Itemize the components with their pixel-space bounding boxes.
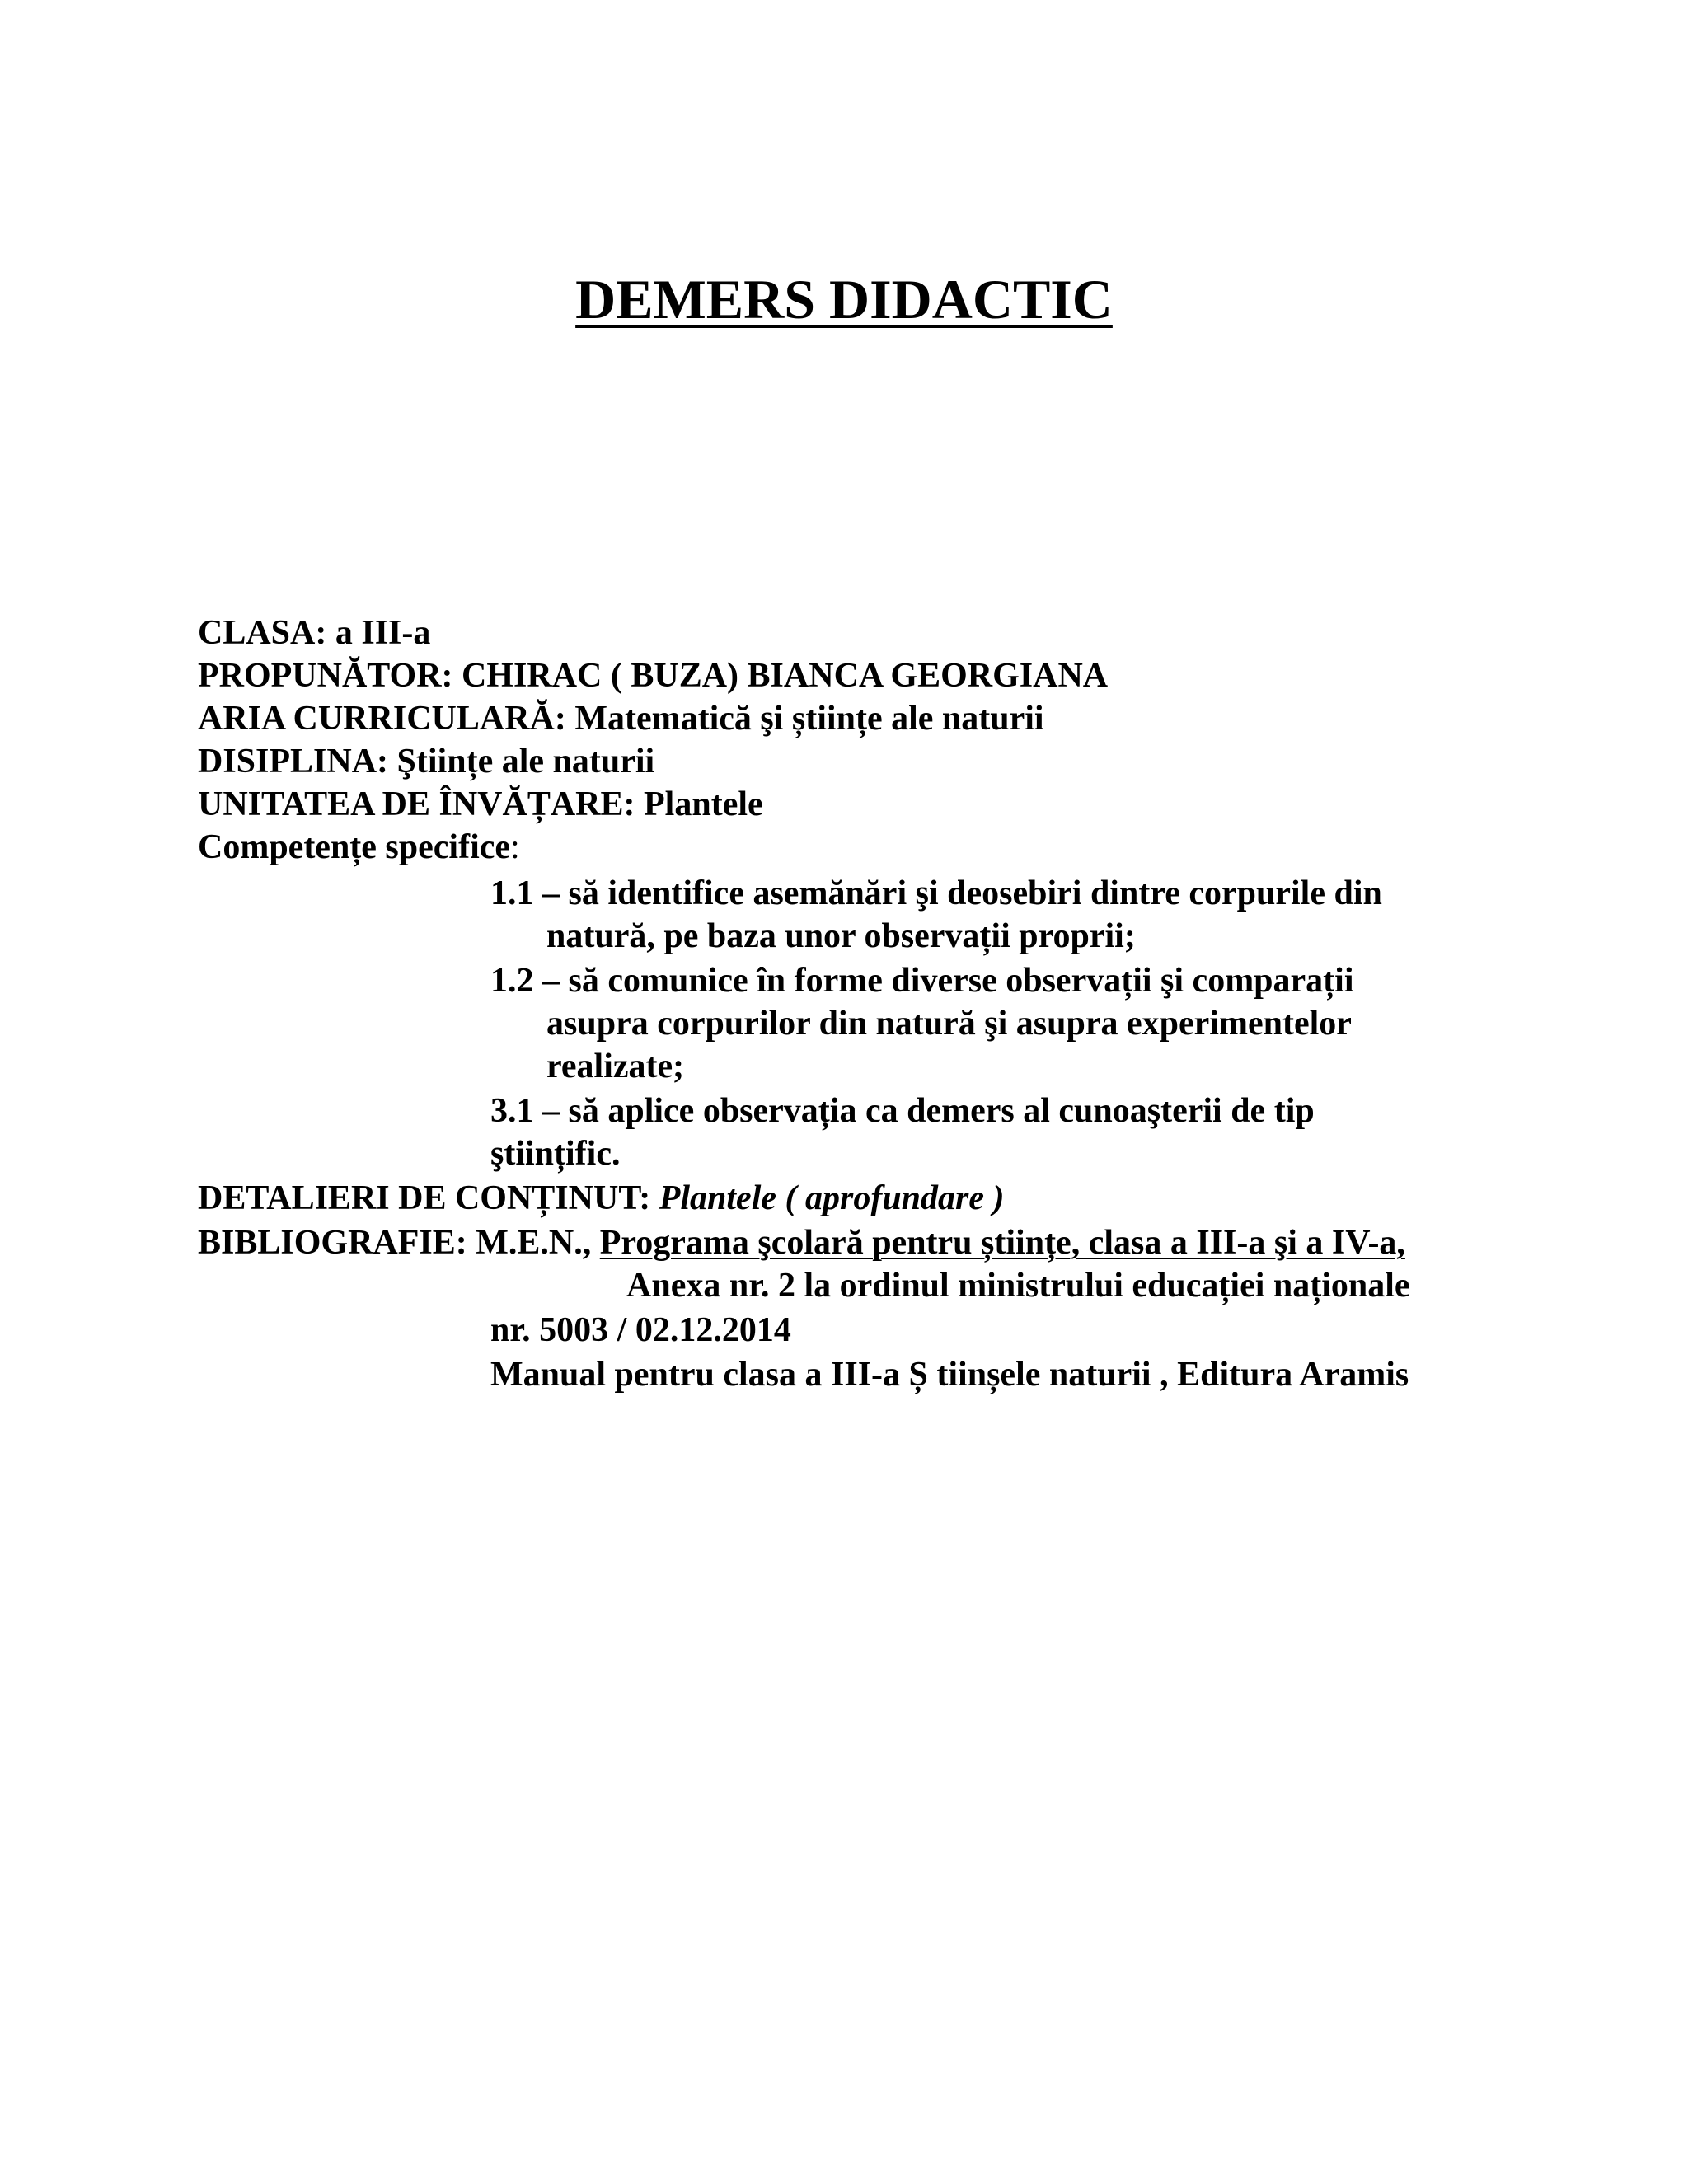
field-aria-label: ARIA CURRICULARĂ:	[198, 700, 566, 738]
competency-3-1-line-1: 3.1 – să aplice observația ca demers al cunoaşterii de tip	[490, 1092, 1315, 1130]
bibliografie-line-2: Anexa nr. 2 la ordinul ministrului educației naționale	[626, 1267, 1410, 1305]
field-unitatea	[198, 783, 763, 826]
competency-1-1-line-1: 1.1 – să identifice asemănări şi deosebiri dintre corpurile din	[490, 874, 1382, 912]
field-propunator-value: CHIRAC ( BUZA) BIANCA GEORGIANA	[452, 657, 1109, 695]
document-title: DEMERS DIDACTIC	[575, 268, 1113, 330]
field-competente-colon: :	[510, 828, 520, 866]
competency-1-2-line-1: 1.2 – să comunice în forme diverse observații şi comparații	[490, 962, 1354, 1000]
field-bibliografie-label: BIBLIOGRAFIE:	[198, 1224, 467, 1262]
field-competente	[198, 826, 520, 869]
field-propunator	[198, 654, 1108, 697]
field-clasa-label: CLASA:	[198, 614, 327, 652]
competency-3-1-line-2: ştiințific.	[490, 1135, 621, 1173]
field-detalieri	[198, 1177, 1005, 1220]
field-propunator-label: PROPUNĂTOR:	[198, 657, 453, 695]
field-competente-label: Competențe specifice	[198, 828, 511, 866]
field-aria-value: Matematică şi științe ale naturii	[565, 700, 1044, 738]
competency-1-1-line-2: natură, pe baza unor observații proprii;	[546, 917, 1136, 955]
bibliografie-line-3: nr. 5003 / 02.12.2014	[490, 1311, 791, 1349]
competency-1-2-line-3: realizate;	[546, 1047, 685, 1085]
field-aria	[198, 697, 1044, 740]
field-disciplina-label: DISIPLINA:	[198, 743, 389, 780]
bibliografie-line-4: Manual pentru clasa a III-a Ș tiinșele naturii , Editura Aramis	[490, 1356, 1409, 1394]
field-unitatea-label: UNITATEA DE ÎNVĂȚARE:	[198, 785, 635, 823]
bibliografie-author: M.E.N.,	[467, 1224, 600, 1262]
field-clasa-value: a III-a	[326, 614, 431, 652]
bibliografie-program-title: Programa şcolară pentru științe, clasa a III-a şi a IV-a,	[599, 1224, 1405, 1262]
field-detalieri-value: Plantele ( aprofundare )	[659, 1179, 1005, 1217]
field-detalieri-label: DETALIERI DE CONȚINUT:	[198, 1179, 651, 1217]
competency-1-2-line-2: asupra corpurilor din natură şi asupra experimentelor	[546, 1005, 1352, 1043]
field-bibliografie	[198, 1221, 1405, 1264]
field-clasa	[198, 612, 430, 654]
field-disciplina-value: Ştiințe ale naturii	[388, 743, 655, 780]
field-unitatea-value: Plantele	[635, 785, 763, 823]
field-disciplina	[198, 740, 654, 783]
